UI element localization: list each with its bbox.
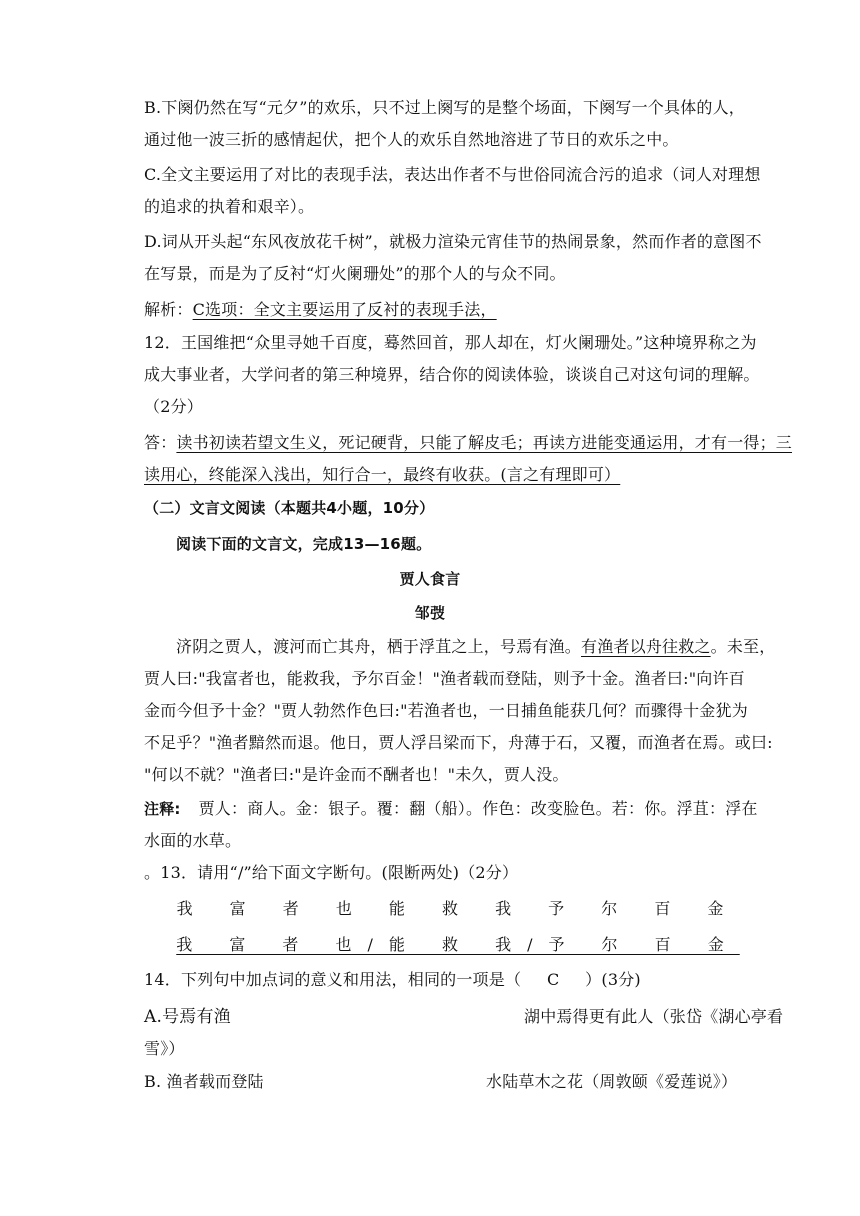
- question-12-line1: 12．王国维把“众里寻她千百度，蓦然回首，那人却在，灯火阑珊处。”这种境界称之为: [144, 333, 757, 352]
- question-13-sentence: 我 富 者 也 能 救 我 予 尔 百 金: [176, 899, 740, 918]
- passage-line1-b: 。未至，: [710, 637, 776, 656]
- passage-line5: "何以不就？"渔者曰:"是许金而不酬者也！"未久，贾人没。: [144, 765, 569, 784]
- option-d-line1: D.词从开头起“东风夜放花千树”，就极力渲染元宵佳节的热闹景象，然而作者的意图不: [144, 232, 762, 251]
- option-b-right: 水陆草木之花（周敦颐《爱莲说》）: [486, 1072, 738, 1091]
- notes-label: 注释:: [144, 800, 181, 818]
- option-a-left: A.号焉有渔: [144, 1007, 231, 1027]
- notes: [144, 793, 812, 857]
- passage-author: 邹弢: [414, 604, 446, 622]
- question-14-text: 14．下列句中加点词的意义和用法，相同的一项是（: [144, 970, 522, 989]
- option-c-line2: 的追求的执着和艰辛）。: [144, 197, 315, 216]
- passage-line3: 金而今但予十金？"贾人勃然作色曰:"若渔者也，一日捕鱼能获几何？而骤得十金犹为: [144, 701, 748, 720]
- option-a-continued: 雪》）: [144, 1039, 185, 1058]
- option-c-line1: C.全文主要运用了对比的表现手法，表达出作者不与世俗同流合污的追求（词人对理想: [144, 165, 761, 184]
- question-12-line3: （2分）: [144, 397, 203, 416]
- passage-line1-a: 济阴之贾人，渡河而亡其舟，栖于浮苴之上，号焉有渔。: [176, 637, 582, 656]
- analysis-label: 解析：: [144, 300, 193, 319]
- question-14-option-a: [144, 1001, 812, 1065]
- option-b: [144, 92, 812, 156]
- question-13-answer-text: 我 富 者 也/能 救 我/予 尔 百 金: [176, 935, 740, 954]
- option-b-line2: 通过他一波三折的感情起伏，把个人的欢乐自然地溶进了节日的欢乐之中。: [144, 130, 679, 149]
- passage-underlined-sentence: 有渔者以舟往救之: [581, 637, 711, 656]
- notes-line2: 水面的水草。: [144, 831, 242, 850]
- answer-label: 答：: [144, 433, 177, 452]
- question-12-line2: 成大事业者，大学问者的第三种境界，结合你的阅读体验，谈谈自己对这句词的理解。: [144, 365, 760, 384]
- passage-line2: 贾人曰:"我富者也，能救我，予尔百金！"渔者载而登陆，则予十金。渔者曰:"向许百: [144, 669, 745, 688]
- analysis: [144, 294, 812, 326]
- option-b-left: B. 渔者载而登陆: [144, 1072, 264, 1091]
- option-c: [144, 159, 812, 223]
- passage-body: [144, 631, 812, 791]
- section-instruction: 阅读下面的文言文，完成13—16题。: [176, 535, 432, 553]
- answer-line1: 读书初读若望文生义，死记硬背，只能了解皮毛；再读方进能变通运用，才有一得；三: [176, 433, 793, 452]
- option-b-line1: B.下阕仍然在写“元夕”的欢乐，只不过上阕写的是整个场面，下阕写一个具体的人，: [144, 98, 746, 117]
- option-d-line2: 在写景，而是为了反衬“灯火阑珊处”的那个人的与众不同。: [144, 264, 566, 283]
- question-12: [144, 327, 812, 423]
- passage-title: 贾人食言: [399, 570, 461, 588]
- question-13-answer: [172, 929, 744, 961]
- option-d: [144, 226, 812, 290]
- question-14-tail: ）(3分): [585, 970, 641, 989]
- passage-line4: 不足乎？"渔者黯然而退。他日，贾人浮吕梁而下，舟薄于石，又覆，而渔者在焉。或曰:: [144, 733, 773, 752]
- question-14-option-b: [144, 1066, 812, 1098]
- answer-12: [144, 427, 812, 491]
- answer-line2: 读用心，终能深入浅出，知行合一，最终有收获。(言之有理即可）: [144, 465, 621, 484]
- notes-line1: 贾人：商人。金：银子。覆：翻（船）。作色：改变脸色。若：你。浮苴：浮在: [198, 799, 758, 818]
- question-14-choice: C: [546, 970, 560, 989]
- question-14: [144, 964, 812, 996]
- option-a-right: 湖中焉得更有此人（张岱《湖心亭看: [524, 1007, 784, 1026]
- section-heading: （二）文言文阅读（本题共4小题，10分）: [144, 499, 435, 517]
- analysis-text: C选项：全文主要运用了反衬的表现手法，: [192, 300, 497, 319]
- question-13: 。13．请用“/”给下面文字断句。(限断两处)（2分）: [144, 863, 519, 882]
